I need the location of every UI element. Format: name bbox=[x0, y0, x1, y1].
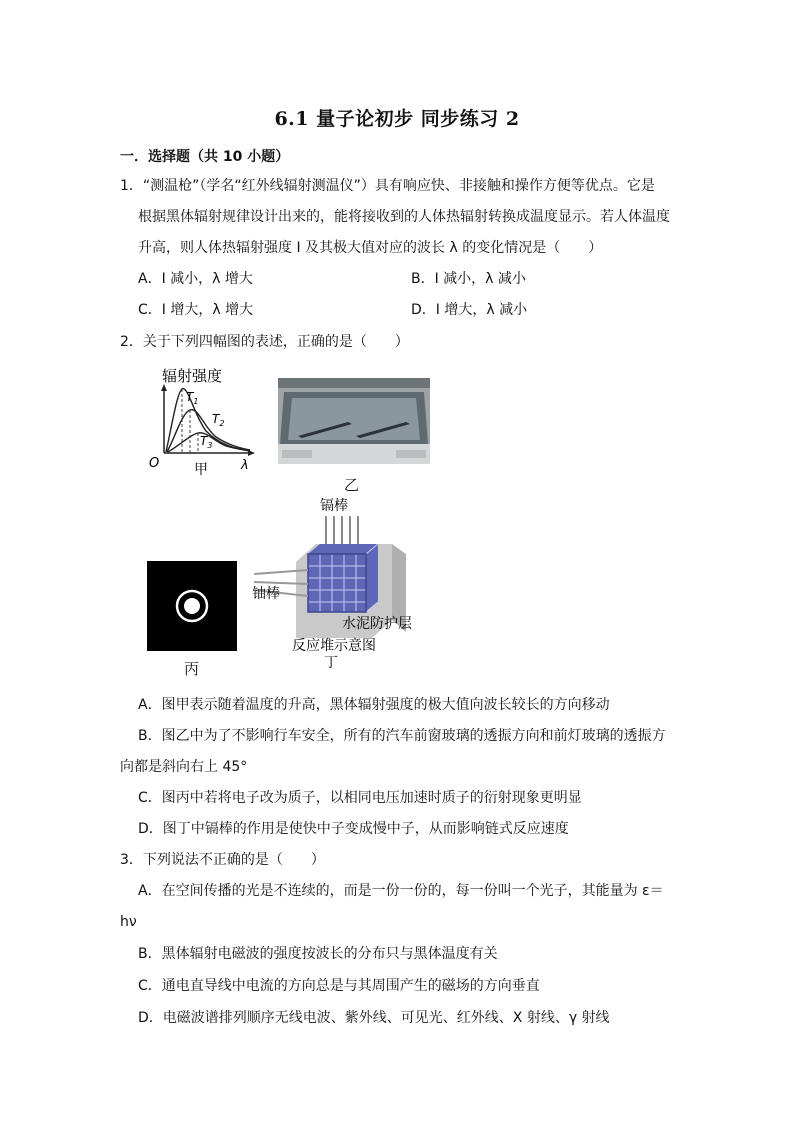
figure-yi-windshield-photo bbox=[278, 378, 430, 464]
svg-text:T3: $T_3$ bbox=[200, 434, 213, 450]
jia-xlabel: λ bbox=[241, 458, 249, 473]
jia-caption: 甲 bbox=[194, 462, 208, 477]
q1-option-b: B．I 减小，λ 减小 bbox=[411, 271, 526, 287]
ding-label-diagram: 反应堆示意图 bbox=[292, 638, 376, 654]
q2-option-b-line-2: 向都是斜向右上 45° bbox=[120, 759, 248, 775]
q2-option-b-line-1: B．图乙中为了不影响行车安全，所有的汽车前窗玻璃的透振方向和前灯玻璃的透振方 bbox=[138, 728, 666, 744]
q2-stem: 2．关于下列四幅图的表述，正确的是（ ） bbox=[120, 334, 409, 350]
q3-option-b: B．黑体辐射电磁波的强度按波长的分布只与黑体温度有关 bbox=[138, 946, 498, 962]
q3-option-c: C．通电直导线中电流的方向总是与其周围产生的磁场的方向垂直 bbox=[138, 978, 540, 994]
q3-option-d: D．电磁波谱排列顺序无线电波、紫外线、可见光、红外线、X 射线、γ 射线 bbox=[138, 1010, 610, 1026]
q2-option-a: A．图甲表示随着温度的升高，黑体辐射强度的极大值向波长较长的方向移动 bbox=[138, 697, 610, 713]
q2-option-c: C．图丙中若将电子改为质子，以相同电压加速时质子的衍射现象更明显 bbox=[138, 790, 582, 806]
figure-bing-diffraction-pattern bbox=[147, 561, 237, 651]
page-title: 6.1 量子论初步 同步练习 2 bbox=[274, 108, 520, 130]
ding-label-you: 铀棒 bbox=[252, 586, 280, 602]
q1-option-c: C．I 增大，λ 增大 bbox=[138, 302, 254, 318]
ding-label-ge: 镉棒 bbox=[320, 498, 348, 514]
q1-line-1: 1．“测温枪”（学名“红外线辐射测温仪”）具有响应快、非接触和操作方便等优点。它是 bbox=[120, 178, 655, 194]
q2-option-d: D．图丁中镉棒的作用是使快中子变成慢中子，从而影响链式反应速度 bbox=[138, 821, 569, 837]
ding-label-cement: 水泥防护层 bbox=[342, 616, 412, 632]
q1-option-a: A．I 减小，λ 增大 bbox=[138, 271, 253, 287]
q3-option-a-line-1: A．在空间传播的光是不连续的，而是一份一份的，每一份叫一个光子，其能量为 ε＝ bbox=[138, 883, 664, 899]
section-heading: 一．选择题（共 10 小题） bbox=[120, 149, 290, 165]
q3-option-a-line-2: hν bbox=[120, 914, 137, 930]
jia-ylabel: 辐射强度 bbox=[162, 367, 223, 385]
yi-caption: 乙 bbox=[344, 476, 360, 494]
figure-ding-reactor-diagram bbox=[246, 492, 456, 668]
q1-line-3: 升高，则人体热辐射强度 I 及其极大值对应的波长 λ 的变化情况是（ ） bbox=[138, 240, 603, 256]
q1-option-d: D．I 增大，λ 减小 bbox=[411, 302, 528, 318]
jia-origin: O bbox=[149, 456, 160, 471]
bing-caption: 丙 bbox=[184, 660, 200, 678]
q1-line-2: 根据黑体辐射规律设计出来的，能将接收到的人体热辐射转换成温度显示。若人体温度 bbox=[138, 209, 670, 225]
ding-caption: 丁 bbox=[324, 655, 338, 668]
q3-stem: 3．下列说法不正确的是（ ） bbox=[120, 852, 325, 868]
figure-jia-blackbody-graph bbox=[140, 365, 258, 477]
svg-text:T1: $T_1$ bbox=[186, 390, 199, 406]
svg-text:T2: $T_2$ bbox=[212, 412, 225, 428]
